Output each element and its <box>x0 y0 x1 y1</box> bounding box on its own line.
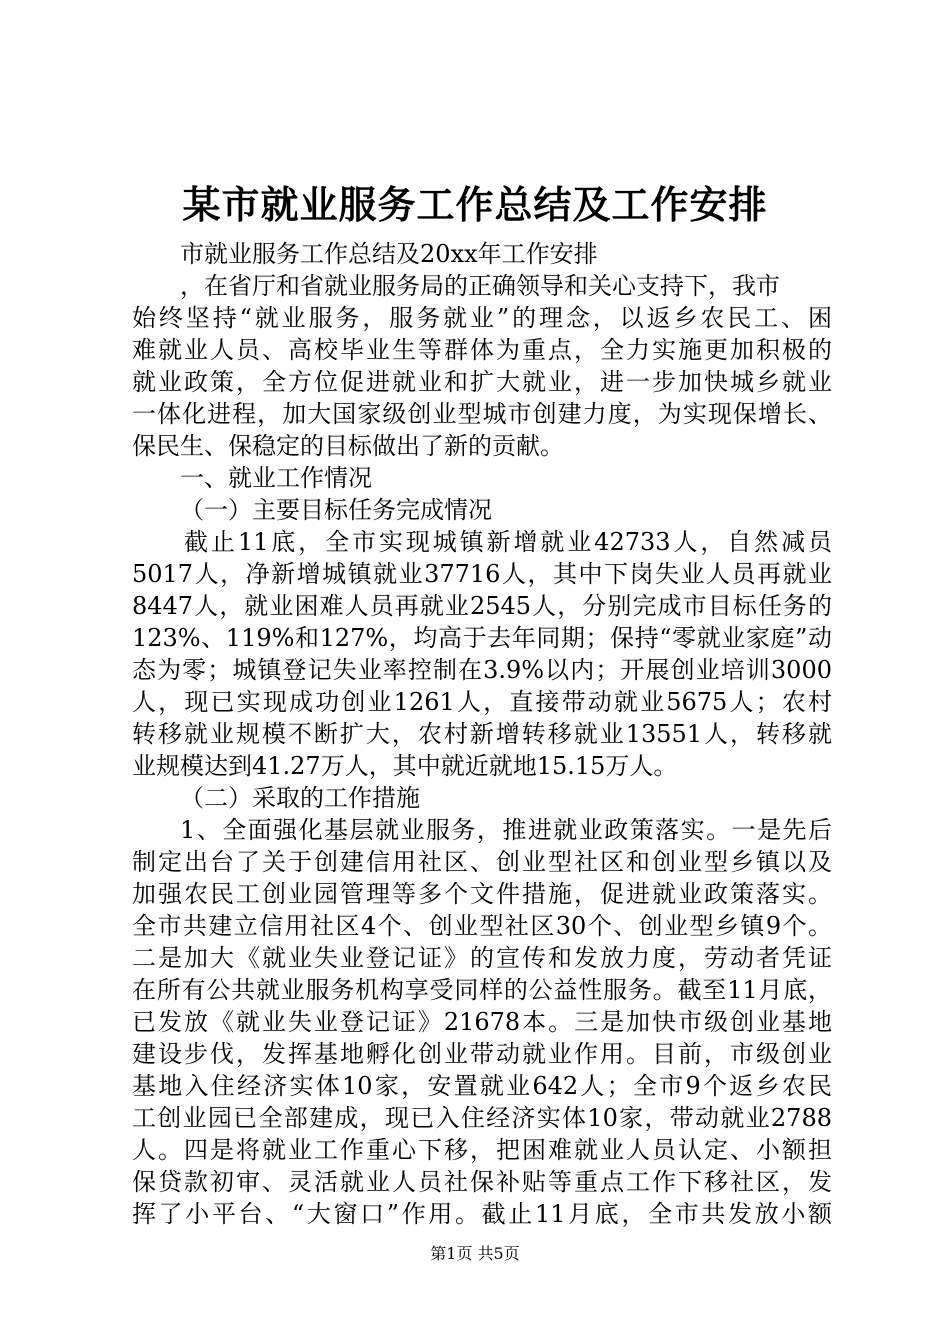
body-text-line: 全市共建立信用社区4个、创业型社区30个、创业型乡镇9个。 <box>132 912 832 940</box>
document-title: 某市就业服务工作总结及工作安排 <box>182 182 768 227</box>
body-text-line: ，在省厅和省就业服务局的正确领导和关心支持下，我市 <box>180 272 780 300</box>
body-text-line: 业规模达到41.27万人，其中就近就地15.15万人。 <box>132 752 678 780</box>
document-body <box>132 238 832 1230</box>
body-text-line: 已发放《就业失业登记证》21678本。三是加快市级创业基地 <box>132 1008 832 1036</box>
body-text-line: 人，现已实现成功创业1261人，直接带动就业5675人；农村 <box>132 688 832 716</box>
body-text-line: 1、全面强化基层就业服务，推进就业政策落实。一是先后 <box>180 816 832 844</box>
body-text-line: 123%、119%和127%，均高于去年同期；保持“零就业家庭”动 <box>132 624 832 652</box>
body-text-line: 保民生、保稳定的目标做出了新的贡献。 <box>132 432 564 460</box>
body-text-line: 态为零；城镇登记失业率控制在3.9%以内；开展创业培训3000 <box>132 656 832 684</box>
body-text-line: 市就业服务工作总结及20xx年工作安排 <box>180 240 598 268</box>
body-text-line: 8447人，就业困难人员再就业2545人，分别完成市目标任务的 <box>132 592 832 620</box>
body-text-line: 难就业人员、高校毕业生等群体为重点，全力实施更加积极的 <box>132 336 832 364</box>
body-text-line: 建设步伐，发挥基地孵化创业带动就业作用。目前，市级创业 <box>132 1040 832 1068</box>
body-text-line: 5017人，净新增城镇就业37716人，其中下岗失业人员再就业 <box>132 560 832 588</box>
body-text-line: 加强农民工创业园管理等多个文件措施，促进就业政策落实。 <box>132 880 832 908</box>
body-text-line: 一、就业工作情况 <box>180 464 372 492</box>
body-text-line: 一体化进程，加大国家级创业型城市创建力度，为实现保增长、 <box>132 400 832 428</box>
body-text-line: 人。四是将就业工作重心下移，把困难就业人员认定、小额担 <box>132 1136 832 1164</box>
body-text-line: 挥了小平台、“大窗口”作用。截止11月底，全市共发放小额 <box>132 1200 832 1228</box>
page-footer: 第1页 共5页 <box>430 1244 520 1263</box>
body-text-line: 基地入住经济实体10家，安置就业642人；全市9个返乡农民 <box>132 1072 832 1100</box>
body-text-line: 保贷款初审、灵活就业人员社保补贴等重点工作下移社区，发 <box>132 1168 832 1196</box>
body-text-line: 转移就业规模不断扩大，农村新增转移就业13551人，转移就 <box>132 720 832 748</box>
body-text-line: 二是加大《就业失业登记证》的宣传和发放力度，劳动者凭证 <box>132 944 832 972</box>
body-text-line: 制定出台了关于创建信用社区、创业型社区和创业型乡镇以及 <box>132 848 832 876</box>
body-text-line: 就业政策，全方位促进就业和扩大就业，进一步加快城乡就业 <box>132 368 832 396</box>
body-text-line: 工创业园已全部建成，现已入住经济实体10家，带动就业2788 <box>132 1104 832 1132</box>
body-text-line: 在所有公共就业服务机构享受同样的公益性服务。截至11月底， <box>132 976 832 1004</box>
body-text-line: （一）主要目标任务完成情况 <box>180 496 492 524</box>
body-text-line: （二）采取的工作措施 <box>180 784 420 812</box>
body-text-line: 截止11底，全市实现城镇新增就业42733人，自然减员 <box>184 528 832 556</box>
body-text-line: 始终坚持“就业服务，服务就业”的理念，以返乡农民工、困 <box>132 304 832 332</box>
